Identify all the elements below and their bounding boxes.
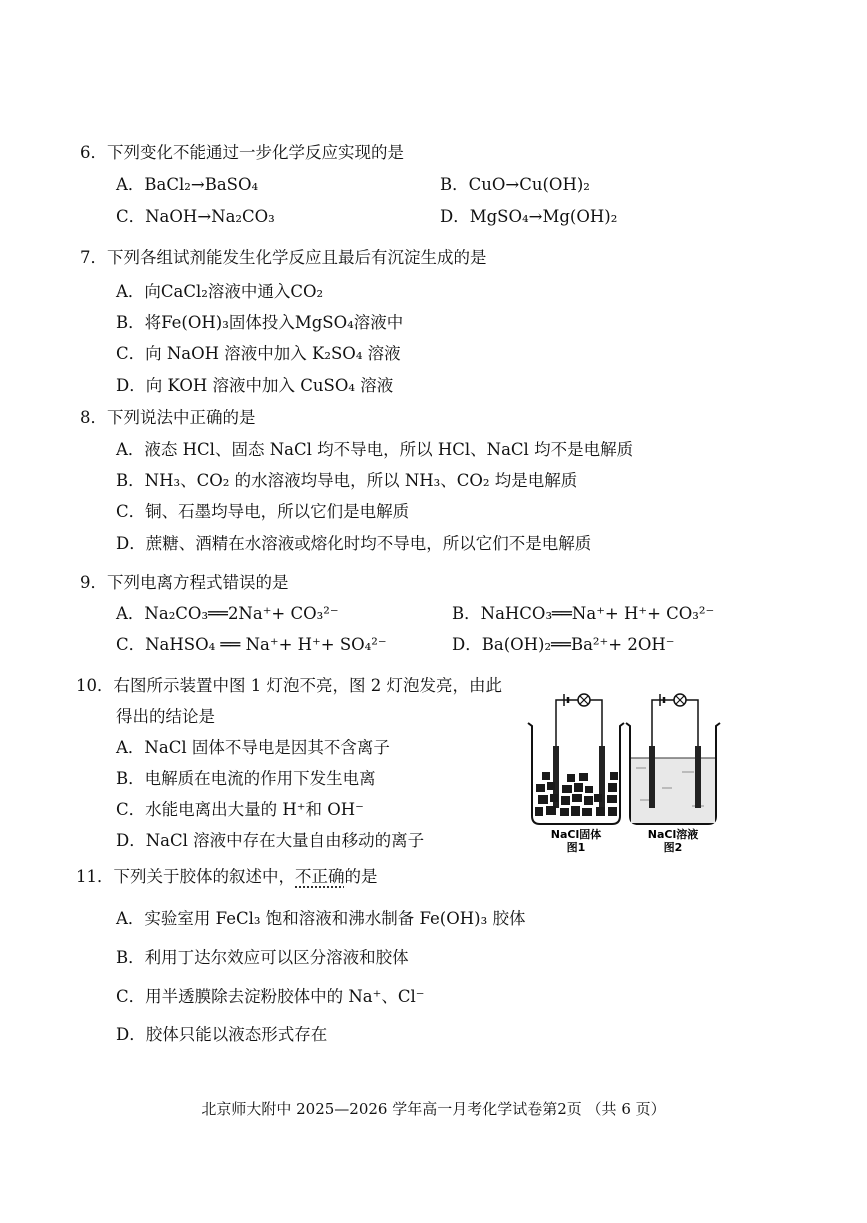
question-9-stem: 9．下列电离方程式错误的是 bbox=[80, 573, 289, 592]
electrode-left bbox=[649, 746, 655, 808]
bulb-off-icon bbox=[578, 694, 590, 706]
question-11-stem-suffix: 的是 bbox=[344, 867, 378, 886]
question-11-option-d: D．胶体只能以液态形式存在 bbox=[116, 1025, 328, 1044]
question-11-stem-prefix: 11．下列关于胶体的叙述中， bbox=[76, 867, 295, 886]
question-11-option-b: B．利用丁达尔效应可以区分溶液和胶体 bbox=[116, 948, 409, 967]
question-6-option-a: A．BaCl₂→BaSO₄ bbox=[116, 175, 259, 194]
beaker-1-label: 图1 bbox=[566, 841, 586, 853]
beaker-2-label: 图2 bbox=[663, 841, 683, 853]
question-6-stem: 6．下列变化不能通过一步化学反应实现的是 bbox=[80, 143, 404, 162]
question-6-option-d: D．MgSO₄→Mg(OH)₂ bbox=[440, 207, 618, 226]
question-9-option-b: B．NaHCO₃══Na⁺+ H⁺+ CO₃²⁻ bbox=[452, 604, 715, 623]
beaker-2-nacl-solution bbox=[626, 694, 720, 853]
question-8-option-d: D．蔗糖、酒精在水溶液或熔化时均不导电，所以它们不是电解质 bbox=[116, 534, 592, 553]
nacl-solid-crystals bbox=[535, 772, 618, 816]
question-10-stem: 10．右图所示装置中图 1 灯泡不亮，图 2 灯泡发亮，由此 bbox=[76, 676, 502, 695]
question-10-option-a: A．NaCl 固体不导电是因其不含离子 bbox=[116, 738, 390, 757]
question-6-option-b: B．CuO→Cu(OH)₂ bbox=[440, 175, 590, 194]
conductivity-apparatus-figure bbox=[522, 688, 722, 853]
bulb-on-icon bbox=[674, 694, 686, 706]
question-11-stem bbox=[76, 866, 378, 888]
question-7-option-c: C．向 NaOH 溶液中加入 K₂SO₄ 溶液 bbox=[116, 344, 401, 363]
beaker-1-caption: NaCl固体 bbox=[550, 828, 602, 841]
question-10-option-b: B．电解质在电流的作用下发生电离 bbox=[116, 769, 376, 788]
question-10-stem-continued: 得出的结论是 bbox=[116, 707, 215, 726]
question-11-option-a: A．实验室用 FeCl₃ 饱和溶液和沸水制备 Fe(OH)₃ 胶体 bbox=[116, 909, 526, 928]
question-10-option-d: D．NaCl 溶液中存在大量自由移动的离子 bbox=[116, 831, 425, 850]
question-11-option-c: C．用半透膜除去淀粉胶体中的 Na⁺、Cl⁻ bbox=[116, 987, 425, 1006]
question-7-stem: 7．下列各组试剂能发生化学反应且最后有沉淀生成的是 bbox=[80, 248, 487, 267]
question-9-option-a: A．Na₂CO₃══2Na⁺+ CO₃²⁻ bbox=[116, 604, 339, 623]
question-8-stem: 8．下列说法中正确的是 bbox=[80, 408, 256, 427]
question-8-option-c: C．铜、石墨均导电，所以它们是电解质 bbox=[116, 502, 410, 521]
question-10-option-c: C．水能电离出大量的 H⁺和 OH⁻ bbox=[116, 800, 364, 819]
question-6-option-c: C．NaOH→Na₂CO₃ bbox=[116, 207, 275, 226]
question-8-option-a: A．液态 HCl、固态 NaCl 均不导电，所以 HCl、NaCl 均不是电解质 bbox=[116, 440, 634, 459]
question-7-option-d: D．向 KOH 溶液中加入 CuSO₄ 溶液 bbox=[116, 376, 394, 395]
electrode-right bbox=[695, 746, 701, 808]
page-footer: 北京师大附中 2025—2026 学年高一月考化学试卷第2页 （共 6 页） bbox=[201, 1100, 666, 1118]
question-8-option-b: B．NH₃、CO₂ 的水溶液均导电，所以 NH₃、CO₂ 均是电解质 bbox=[116, 471, 578, 490]
question-9-option-d: D．Ba(OH)₂══Ba²⁺+ 2OH⁻ bbox=[452, 635, 675, 654]
question-7-option-b: B．将Fe(OH)₃固体投入MgSO₄溶液中 bbox=[116, 313, 404, 332]
beaker-1-nacl-solid bbox=[528, 694, 624, 853]
question-11-stem-emphasis: 不正确 bbox=[295, 867, 345, 886]
question-9-option-c: C．NaHSO₄ ══ Na⁺+ H⁺+ SO₄²⁻ bbox=[116, 635, 387, 654]
beaker-2-caption: NaCl溶液 bbox=[647, 828, 699, 841]
question-7-option-a: A．向CaCl₂溶液中通入CO₂ bbox=[116, 282, 324, 301]
